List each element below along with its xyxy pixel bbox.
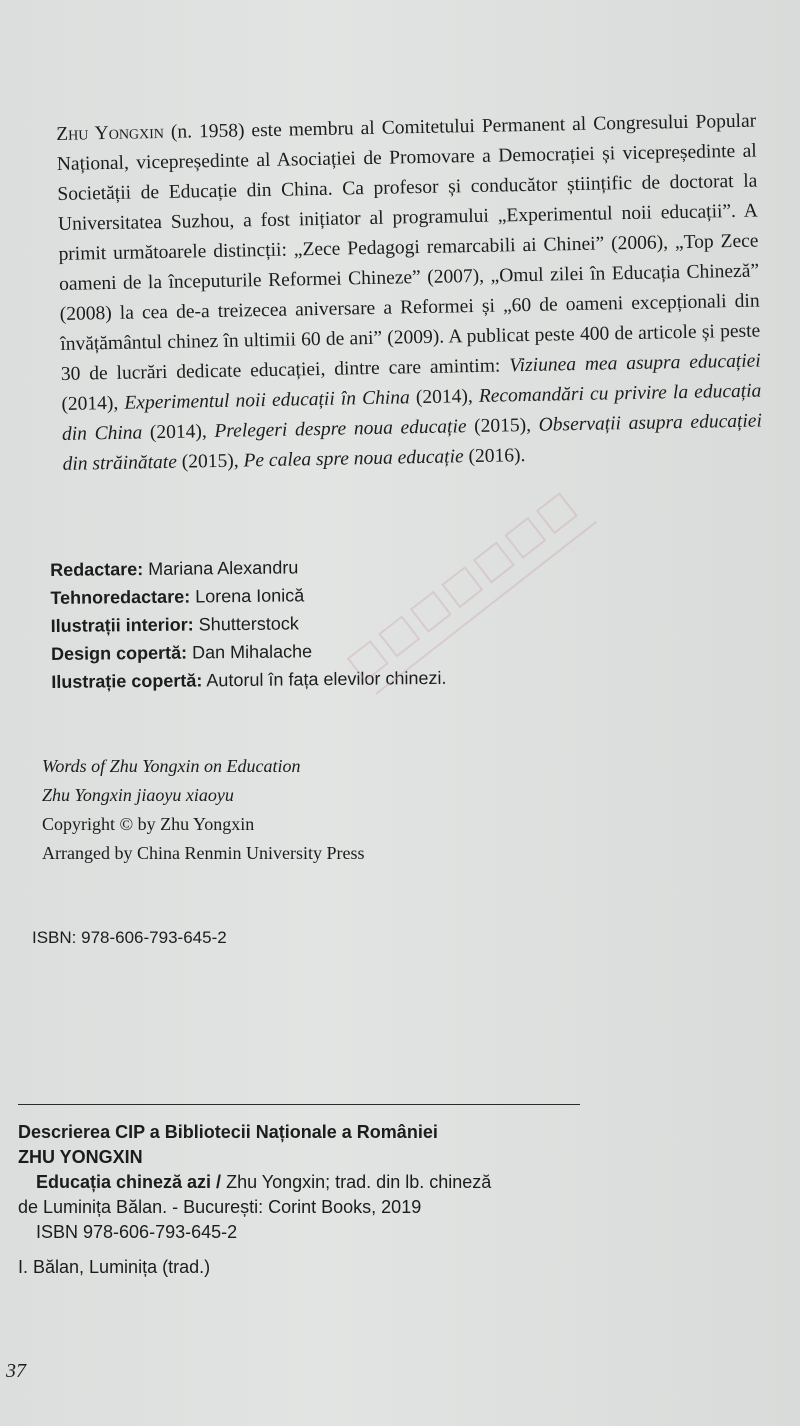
cip-isbn: ISBN 978-606-793-645-2 bbox=[36, 1222, 238, 1242]
credit-label: Redactare: bbox=[50, 559, 144, 580]
original-edition-info bbox=[42, 752, 364, 868]
arranged-by-line: Arranged by China Renmin University Press bbox=[42, 843, 365, 863]
credit-label: Ilustrații interior: bbox=[50, 614, 194, 636]
book-year: (2015), bbox=[176, 450, 244, 473]
book-year: (2014), bbox=[142, 421, 215, 444]
credit-label: Design copertă: bbox=[50, 642, 188, 664]
book-year: (2015), bbox=[466, 414, 539, 438]
credit-value: Mariana Alexandru bbox=[143, 557, 299, 580]
cip-divider bbox=[18, 1104, 580, 1105]
credit-row bbox=[51, 608, 446, 640]
original-title-pinyin: Zhu Yongxin jiaoyu xiaoyu bbox=[42, 785, 234, 805]
credit-value: Lorena Ionică bbox=[190, 585, 305, 607]
cip-description bbox=[18, 1120, 491, 1280]
book-title: Recomandări cu privire la educația din China bbox=[61, 380, 762, 445]
copyright-line: Copyright © by Zhu Yongxin bbox=[42, 814, 255, 834]
cip-translator: I. Bălan, Luminița (trad.) bbox=[18, 1257, 211, 1277]
credit-value: Autorul în fața elevilor chinezi. bbox=[202, 667, 447, 691]
credit-row bbox=[50, 580, 445, 612]
page-number: 37 bbox=[6, 1360, 26, 1382]
original-title-english: Words of Zhu Yongxin on Education bbox=[42, 756, 301, 776]
cip-title: Educația chineză azi / bbox=[36, 1172, 227, 1192]
book-year: (2014), bbox=[61, 392, 125, 415]
isbn-line: ISBN: 978-606-793-645-2 bbox=[32, 928, 227, 947]
book-title: Viziunea mea asupra educației bbox=[509, 350, 761, 377]
bio-text: (n. 1958) este membru al Comitetului Permanent al Congresului Popular Național, vicepreședinte al Asociației de Promovare a Democrației și vicepreședinte al Societății de Educație din China. Ca profesor și conducător științific de doctorat la Universitatea Suzhou, a fost inițiator al programului „Experimentul noii educații”. A primit următoarele distincții: „Zece Pedagogi remarcabili ai Chinei” (2006), „Top Zece oameni de la începuturile Reformei Chineze” (2007), „Omul zilei în Educația Chineză” (2008) la cea de-a treizecea aniversare a Reformei și „60 de oameni excepționali din învățământul chinez în ultimii 60 de ani” (2009). A publicat peste 400 de articole și peste 30 de lucrări dedicate educației, dintre care amintim: bbox=[56, 110, 761, 385]
author-biography bbox=[56, 107, 763, 480]
cip-title-line bbox=[18, 1170, 491, 1195]
credit-row bbox=[51, 636, 446, 668]
book-title: Pe calea spre noua educație bbox=[243, 446, 464, 472]
cip-heading: Descrierea CIP a Bibliotecii Naționale a României bbox=[18, 1122, 438, 1142]
book-year: (2014), bbox=[409, 385, 480, 409]
editorial-credits bbox=[50, 552, 447, 696]
credit-value: Dan Mihalache bbox=[186, 641, 313, 663]
book-title: Prelegeri despre noua educație bbox=[214, 416, 467, 443]
book-title: Observații asupra educației din străinătate bbox=[62, 410, 763, 475]
cip-title-rest: Zhu Yongxin; trad. din lb. chineză bbox=[226, 1172, 492, 1192]
book-year: (2016). bbox=[463, 445, 526, 468]
credit-label: Ilustrație copertă: bbox=[51, 670, 203, 692]
credit-value: Shutterstock bbox=[193, 613, 299, 635]
book-title: Experimentul noii educații în China bbox=[124, 387, 411, 414]
credit-label: Tehnoredactare: bbox=[50, 586, 191, 608]
credit-row bbox=[51, 664, 446, 696]
credit-row bbox=[50, 552, 445, 584]
cip-publisher-line: de Luminița Bălan. - București: Corint Books, 2019 bbox=[18, 1197, 422, 1217]
cip-author: ZHU YONGXIN bbox=[18, 1147, 143, 1167]
author-name: Zhu Yongxin bbox=[56, 121, 165, 145]
